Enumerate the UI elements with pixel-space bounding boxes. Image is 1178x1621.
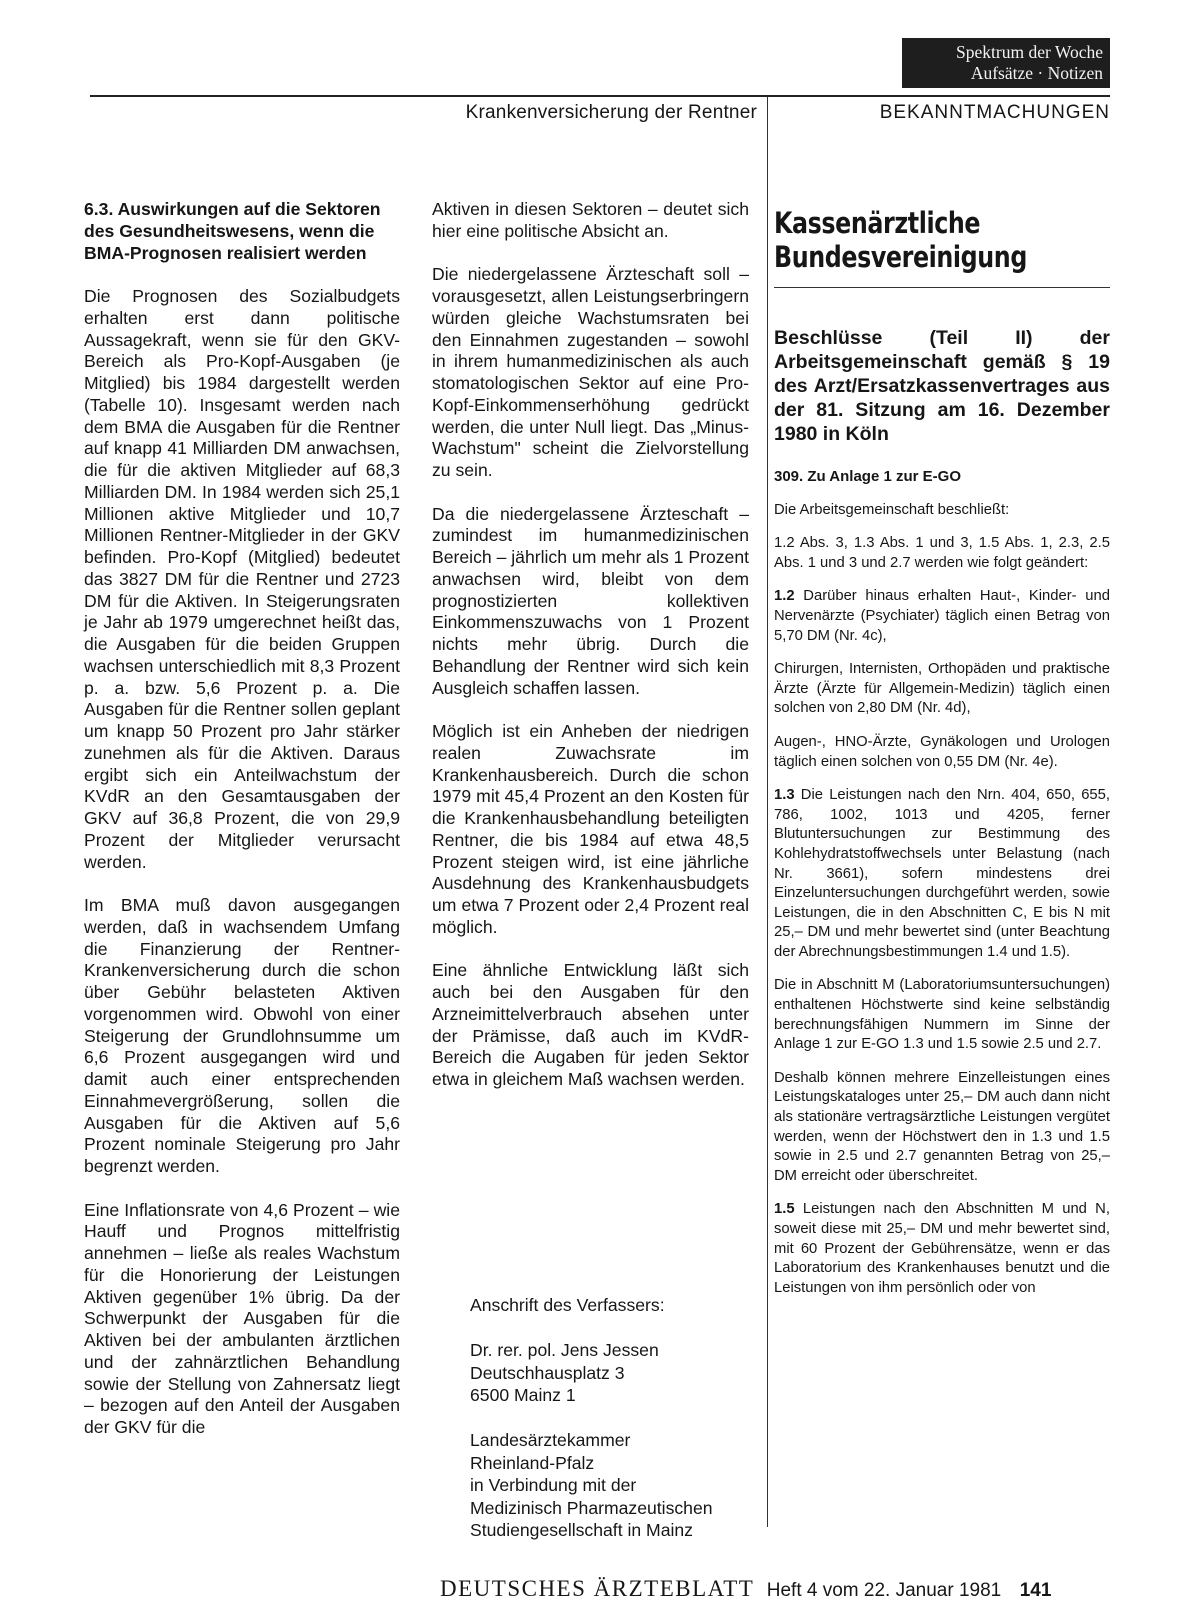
author-label: Anschrift des Verfassers: <box>470 1295 665 1315</box>
announcement-paragraph: Chirurgen, Internisten, Orthopäden und praktische Ärzte (Ärzte für Allgemein-Medizin) täglich einen solchen von 2,80 DM (Nr. 4d), <box>774 661 1110 717</box>
page-footer <box>440 1576 1110 1602</box>
article-column-1 <box>84 199 400 1439</box>
author-org-line: Studiengesellschaft in Mainz <box>470 1520 693 1540</box>
running-title: Krankenversicherung der Rentner <box>465 102 757 123</box>
announcement-paragraph: Augen-, HNO-Ärzte, Gynäkologen und Urologen täglich einen solchen von 0,55 DM (Nr. 4e). <box>774 733 1110 770</box>
section-title: BEKANNTMACHUNGEN <box>879 102 1110 123</box>
page-number: 141 <box>1019 1580 1052 1601</box>
article-paragraph: Die niedergelassene Ärzteschaft soll – vorausgesetzt, allen Leistungserbringern würden gleiche Wachstumsraten bei den Einnahmen zugestanden – sowohl in ihrem humanmedizinischen als auch stomatologischen Sektor auf eine Pro-Kopf-Einkommenserhöhung gedrückt werden, die unter Null liegt. Das „Minus-Wachstum" scheint die Zielvorstellung zu sein. <box>432 264 749 480</box>
announcement-paragraph <box>774 1200 1110 1298</box>
organization-title-line1: Kassenärztliche <box>774 206 981 240</box>
announcement-paragraph: 1.2 Abs. 3, 1.3 Abs. 1 und 3, 1.5 Abs. 1, 2.3, 2.5 Abs. 1 und 3 und 2.7 werden wie folgt geändert: <box>774 535 1110 571</box>
author-org-line: in Verbindung mit der <box>470 1475 637 1495</box>
journal-name: DEUTSCHES ÄRZTEBLATT <box>440 1576 755 1601</box>
article-paragraph: Möglich ist ein Anheben der niedrigen realen Zuwachsrate im Krankenhausbereich. Durch die schon 1979 mit 45,4 Prozent an den Kosten für die Krankenhausbehandlung beteiligten Rentner, die bis 1984 auf etwa 48,5 Prozent steigen wird, ist eine jährliche Ausdehnung des Krankenhausbudgets um etwa 7 Prozent oder 2,4 Prozent real möglich. <box>432 721 749 937</box>
organization-rule <box>774 287 1110 288</box>
author-org-line: Landesärztekammer <box>470 1430 631 1450</box>
announcement-subheading: 309. Zu Anlage 1 zur E-GO <box>774 468 961 485</box>
organization-title-line2: Bundesvereinigung <box>774 240 1027 274</box>
clause-number: 1.2 <box>774 588 795 605</box>
header-rule <box>90 95 1110 97</box>
section-badge <box>902 38 1110 88</box>
clause-text: Leistungen nach den Abschnitten M und N, soweit diese mit 25,– DM und mehr bewertet sind, mit 60 Prozent der Gebührensätze, wenn er das Laboratorium des Krankenhauses benutzt und die Leistungen von ihm persönlich oder von <box>774 1201 1110 1296</box>
author-org-line: Rheinland-Pfalz <box>470 1452 595 1473</box>
article-paragraph: Da die niedergelassene Ärzteschaft – zumindest im humanmedizinischen Bereich – jährlich um mehr als 1 Prozent anwachsen wird, bleibt von dem prognostizierten kollektiven Einkommenszuwachs von 1 Prozent nichts mehr übrig. Durch die Behandlung der Rentner wird sich kein Ausgleich schaffen lassen. <box>432 503 749 698</box>
clause-number: 1.5 <box>774 1201 795 1218</box>
author-address <box>470 1294 770 1542</box>
article-paragraph: Eine Inflationsrate von 4,6 Prozent – wie Hauff und Prognos mittelfristig annehmen – ließe als reales Wachstum für die Honorierung der Leistungen Aktiven gegenüber 1% übrig. Da der Schwerpunkt der Ausgaben für die Aktiven bei der ambulanten ärztlichen und der zahnärztlichen Behandlung sowie der Stellung von Zahnersatz liegt – bezogen auf den Anteil der Ausgaben der GKV für die <box>84 1199 400 1437</box>
article-paragraph: Eine ähnliche Entwicklung läßt sich auch bei den Ausgaben für den Arzneimittelverbrauch absehen unter der Prämisse, daß auch im KVdR-Bereich die Augaben für jeden Sektor etwa in gleichem Maß wachsen werden. <box>432 960 749 1089</box>
author-street: Deutschhausplatz 3 <box>470 1362 625 1383</box>
organization-title <box>774 206 1102 274</box>
section-badge-line2: Aufsätze · Notizen <box>970 63 1103 83</box>
announcement-column <box>774 206 1110 1312</box>
article-paragraph: Im BMA muß davon ausgegangen werden, daß in wachsendem Umfang die Finanzierung der Rentner-Krankenversicherung durch die schon über Gebühr belasteten Aktiven vorgenommen wird. Obwohl von einer Steigerung der Grundlohnsumme um 6,6 Prozent ausgegangen wird und damit auch einer entsprechenden Einnahmevergrößerung, sollen die Ausgaben für die Aktiven auf 5,6 Prozent nominale Steigerung pro Jahr begrenzt werden. <box>84 895 400 1176</box>
announcement-paragraph <box>774 587 1110 646</box>
clause-text: Darüber hinaus erhalten Haut-, Kinder- und Nervenärzte (Psychiater) täglich einen Betrag von 5,70 DM (Nr. 4c), <box>774 588 1110 644</box>
author-city: 6500 Mainz 1 <box>470 1385 576 1405</box>
announcement-paragraph: Die in Abschnitt M (Laboratoriumsuntersuchungen) enthaltenen Höchstwerte sind keine selbständig berechnungsfähigen Nummern im Sinne der Anlage 1 zur E-GO 1.3 und 1.5 sowie 2.5 und 2.7. <box>774 977 1110 1053</box>
issue-info: Heft 4 vom 22. Januar 1981 <box>766 1580 1002 1601</box>
announcement-paragraph: Die Arbeitsgemeinschaft beschließt: <box>774 501 1010 518</box>
article-column-2 <box>432 199 749 1091</box>
article-section-heading: 6.3. Auswirkungen auf die Sektoren des Gesundheitswesens, wenn die BMA-Prognosen realisiert werden <box>84 199 381 263</box>
section-badge-line1: Spektrum der Woche <box>956 42 1103 62</box>
announcement-paragraph <box>774 786 1110 962</box>
announcement-title: Beschlüsse (Teil II) der Arbeitsgemeinschaft gemäß § 19 des Arzt/Ersatzkassenvertrages aus der 81. Sitzung am 16. Dezember 1980 in Köln <box>774 327 1110 445</box>
author-name: Dr. rer. pol. Jens Jessen <box>470 1340 659 1360</box>
clause-number: 1.3 <box>774 787 795 804</box>
announcement-paragraph: Deshalb können mehrere Einzelleistungen eines Leistungskataloges unter 25,– DM auch dann nicht als stationäre vertragsärztliche Leistungen vergütet werden, wenn der Höchstwert den in 1.3 und 1.5 sowie in 2.5 und 2.7 genannten Betrag von 25,– DM erreicht oder überschreitet. <box>774 1069 1110 1184</box>
author-org-line: Medizinisch Pharmazeutischen <box>470 1497 713 1518</box>
clause-text: Die Leistungen nach den Nrn. 404, 650, 655, 786, 1002, 1013 und 4205, ferner Blutuntersuchungen zur Bestimmung des Kohlehydratstoffwechsels unter Belastung (nach Nr. 3661), sofern mindestens drei Einzeluntersuchungen durchgeführt werden, sowie Leistungen, die in den Abschnitten C, E bis N mit 25,– DM und mehr bewertet sind (unter Beachtung der Abrechnungsbestimmungen 1.4 und 1.5). <box>774 787 1110 960</box>
article-paragraph: Die Prognosen des Sozialbudgets erhalten erst dann politische Aussagekraft, wenn sie für den GKV-Bereich als Pro-Kopf-Ausgaben (je Mitglied) bis 1984 dargestellt werden (Tabelle 10). Insgesamt werden nach dem BMA die Ausgaben für die Rentner auf knapp 41 Milliarden DM anwachsen, die für die aktiven Mitglieder auf 68,3 Milliarden DM. In 1984 werden sich 25,1 Millionen aktive Mitglieder und 10,7 Millionen Rentner-Mitglieder in der GKV befinden. Pro-Kopf (Mitglied) bedeutet das 3827 DM für die Rentner und 2723 DM für die Aktiven. In Steigerungsraten je Jahr ab 1979 umgerechnet heißt das, die Ausgaben für die beiden Gruppen wachsen unterschiedlich mit 8,3 Prozent p. a. bzw. 5,6 Prozent p. a. Die Ausgaben für die Rentner sollen geplant um knapp 50 Prozent pro Jahr stärker zunehmen als für die Aktiven. Daraus ergibt sich ein Anteilwachstum der KVdR an den Gesamtausgaben der GKV auf 36,8 Prozent, die von 29,9 Prozent der Mitglieder verursacht werden. <box>84 286 400 872</box>
article-paragraph: Aktiven in diesen Sektoren – deutet sich hier eine politische Absicht an. <box>432 199 749 241</box>
